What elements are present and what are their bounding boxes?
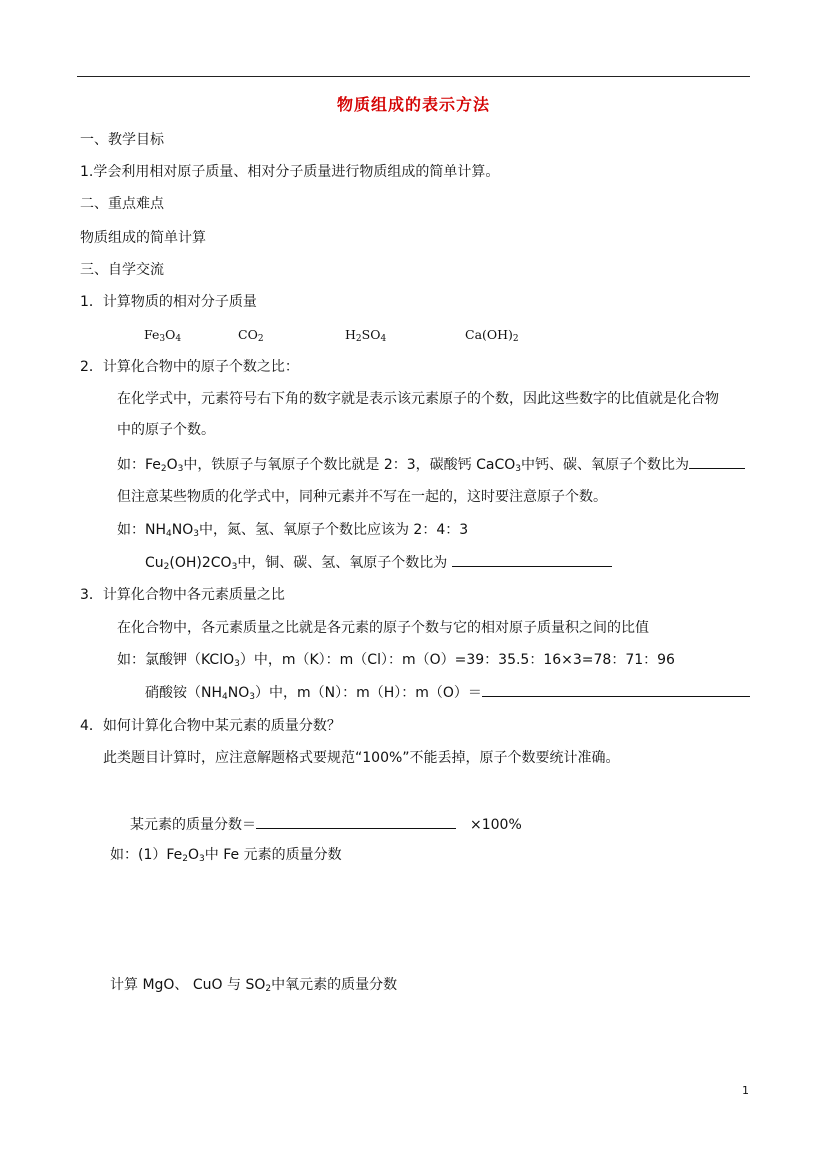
- section-2-heading: 二、重点难点: [80, 196, 164, 212]
- answer-blank[interactable]: [452, 552, 612, 567]
- question-1: 1．计算物质的相对分子质量: [80, 294, 257, 310]
- formula-fe3o4: $Fe_3O_4$: [144, 327, 182, 344]
- section-2-text: 物质组成的简单计算: [80, 230, 206, 246]
- question-4: 4．如何计算化合物中某元素的质量分数？: [80, 718, 341, 734]
- question-2-example-2: 如：$NH_4NO_3$中，氮、氢、氧原子个数比应该为 2：4：3: [117, 522, 469, 539]
- question-3-paragraph-1: 在化合物中，各元素质量之比就是各元素的原子个数与它的相对原子质量积之间的比值: [117, 620, 649, 636]
- formula-h2so4: $H_2SO_4$: [345, 327, 387, 344]
- page-title: 物质组成的表示方法: [336, 95, 490, 114]
- question-3-example-1: 如：氯酸钾（KClO$_3$）中，m（K）：m（Cl）：m（O）=39：35.5：16×3=78：71：96: [117, 652, 675, 669]
- question-2-example-3: $Cu_2(OH)2CO_3$中，铜、碳、氢、氧原子个数比为: [145, 552, 612, 573]
- answer-blank[interactable]: [482, 682, 750, 697]
- question-4-example-1: 如：$(1)Fe_2O_3$中 Fe 元素的质量分数: [110, 847, 342, 864]
- section-1-item-1: 1.学会利用相对原子质量、相对分子质量进行物质组成的简单计算。: [80, 164, 500, 180]
- question-2: 2．计算化合物中的原子个数之比：: [80, 359, 299, 375]
- question-4-example-2: 计算 MgO、 CuO 与 $SO_2$中氧元素的质量分数: [110, 977, 398, 994]
- mass-fraction-formula: 某元素的质量分数＝ ×100%: [130, 814, 522, 835]
- question-2-example-1: 如：$Fe_2O_3$中，铁原子与氧原子个数比就是 2：3，碳酸钙 CaCO$_3$中钙、碳、氧原子个数比为: [117, 454, 745, 475]
- section-3-heading: 三、自学交流: [80, 262, 164, 278]
- question-3-example-2: 硝酸铵$(NH_4NO_3)$中，m（N）：m（H）：m（O）＝: [145, 682, 750, 703]
- header-rule: [77, 76, 750, 77]
- section-1-heading: 一、教学目标: [80, 132, 164, 148]
- question-3: 3．计算化合物中各元素质量之比: [80, 587, 285, 603]
- fraction-blank[interactable]: [256, 814, 456, 829]
- question-2-paragraph-1: 在化学式中，元素符号右下角的数字就是表示该元素原子的个数，因此这些数字的比值就是化合物: [117, 391, 719, 407]
- formula-co2: $CO_2$: [238, 327, 264, 344]
- answer-blank[interactable]: [689, 454, 745, 469]
- question-2-paragraph-1b: 中的原子个数。: [117, 422, 215, 438]
- page-number: 1: [742, 1084, 749, 1097]
- question-2-paragraph-2: 但注意某些物质的化学式中，同种元素并不写在一起的，这时要注意原子个数。: [117, 489, 607, 505]
- question-4-paragraph-1: 此类题目计算时，应注意解题格式要规范“100%”不能丢掉，原子个数要统计准确。: [103, 750, 620, 766]
- formula-caoh2: $Ca(OH)_2$: [465, 327, 519, 344]
